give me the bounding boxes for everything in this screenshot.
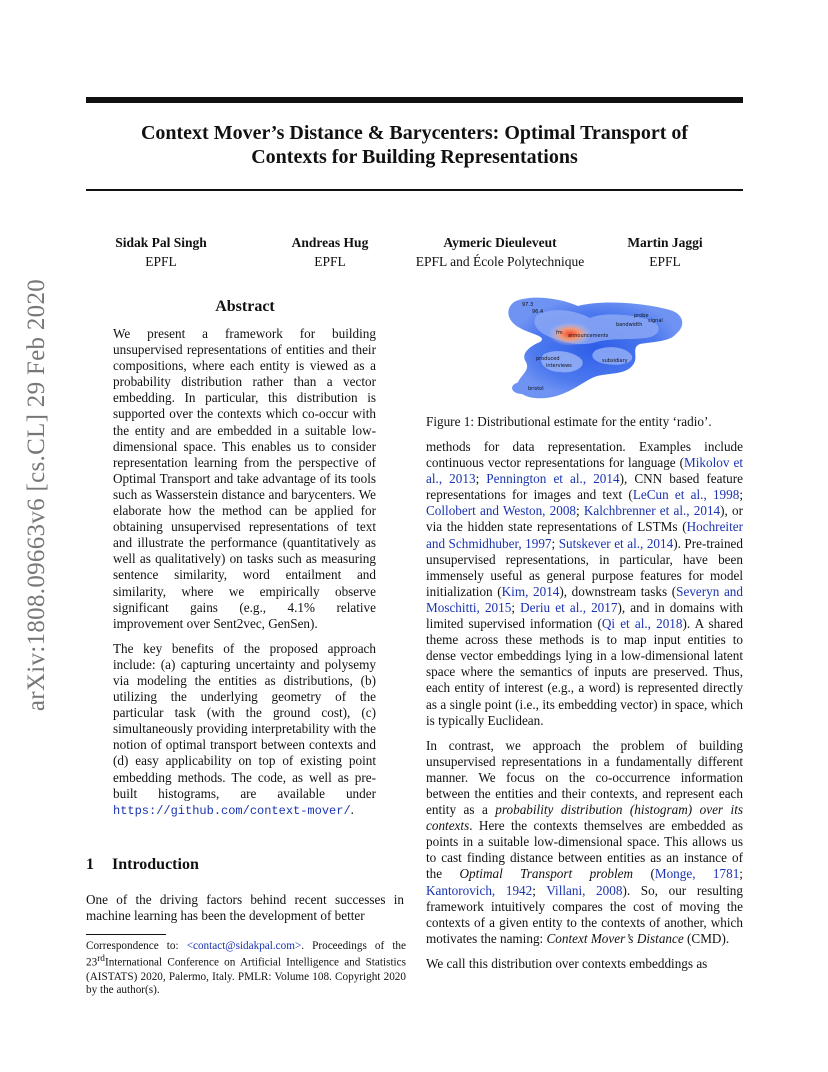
emphasized-text: Optimal Transport problem: [459, 866, 634, 882]
right-column: [426, 439, 743, 981]
citation-link[interactable]: Pennington et al., 2014: [486, 471, 620, 487]
abstract-paragraph-2-text: The key benefits of the proposed approach include: (a) capturing uncertainty and polysemy via modeling the entities as distributions, (b) utilizing the underlying geometry of the particular task (with the ground cost), (c) simultaneously providing interpretability with the notion of optimal transport between contexts and (d) easy applicability on top of existing point embedding methods. The code, as well as pre-built histograms, are available under: [113, 640, 376, 801]
footnote-mid: . Proceedings of the 23: [86, 940, 406, 970]
abstract-heading: Abstract: [215, 298, 275, 315]
author-affiliation: EPFL: [145, 254, 177, 269]
citation-link[interactable]: LeCun et al., 1998: [632, 487, 740, 503]
author-block: [255, 233, 405, 271]
code-link[interactable]: https://github.com/context-mover/: [113, 803, 351, 818]
author-name: Sidak Pal Singh: [115, 235, 207, 250]
author-block: [86, 233, 236, 271]
body-text: ;: [532, 882, 547, 898]
abstract-body: [113, 326, 376, 828]
arxiv-identifier: arXiv:1808.09663v6 [cs.CL] 29 Feb 2020: [23, 278, 50, 712]
title-line-1: Context Mover’s Distance & Barycenters: Optimal Transport of: [140, 122, 689, 144]
citation-link[interactable]: Kantorovich, 1942: [426, 882, 533, 898]
author-affiliation: EPFL: [649, 254, 681, 269]
figure-label: fm: [556, 330, 563, 336]
body-text: In contrast, we approach the problem of building unsupervised representations in a fundamentally different manner. We focus on the co-occurrence information between the entities and their contexts, and represent each entity as a: [426, 737, 743, 818]
intro-paragraph-contrast: [426, 738, 743, 947]
emphasized-text: probability distribution (histogram) over its contexts: [426, 802, 743, 834]
figure-label: announcements: [568, 333, 609, 339]
citation-link[interactable]: Mikolov et al., 2013: [426, 455, 743, 487]
citation-link[interactable]: Villani, 2008: [546, 882, 623, 898]
figure-label: bristol: [528, 386, 544, 392]
citation-link[interactable]: Qi et al., 2018: [601, 616, 683, 632]
body-text: . Here the contexts themselves are embedded as points in a suitable low-dimensional space. This allows us to cast finding distance between entities as an instance of the: [426, 818, 743, 882]
title-top-rule: [86, 97, 743, 103]
body-text: ;: [551, 535, 559, 551]
radio-distribution-figure: [500, 292, 690, 404]
title-bottom-rule: [86, 189, 743, 191]
contact-email-link[interactable]: <contact@sidakpal.com>: [186, 940, 302, 952]
intro-paragraph-continued: [426, 439, 743, 729]
body-text: ). Pre-trained unsupervised representations, in particular, have been immensely useful as general purpose features for model initialization (: [426, 535, 743, 599]
citation-link[interactable]: Deriu et al., 2017: [520, 599, 618, 615]
footnote: [86, 940, 406, 997]
body-text: ), and in domains with limited supervised information (: [426, 599, 744, 632]
body-text: ;: [739, 487, 744, 503]
footnote-pre: Correspondence to:: [86, 940, 187, 952]
intro-paragraph-histogram: We call this distribution over contexts embeddings as: [426, 955, 708, 971]
section-title: Introduction: [112, 856, 199, 873]
author-name: Aymeric Dieuleveut: [443, 235, 557, 250]
title-line-2: Contexts for Building Representations: [251, 146, 578, 168]
citation-link[interactable]: Kim, 2014: [501, 583, 560, 599]
abstract-paragraph-1: We present a framework for building unsupervised representations of entities and their compositions, where each entity is viewed as a probability distribution rather than a vector embedding. In particular, this distribution is supported over the contexts which co-occur with the entity and are embedded in a suitable low-dimensional space. This enables us to consider representation learning from the perspective of Optimal Transport and take advantage of its tools such as Wasserstein distance and barycenters. We elaborate how the method can be applied for obtaining unsupervised representations of text and illustrate the performance (quantitatively as well as qualitatively) on tasks such as measuring sentence similarity, word entailment and similarity, where we empirically observe significant gains (e.g., 4.1% relative improvement over Sent2vec, GenSen).: [113, 326, 376, 631]
author-affiliation: EPFL: [314, 254, 346, 269]
body-text: ). So, our resulting framework intuitively compares the cost of moving the contexts of a given entity to the contexts of another, which motivates the naming:: [426, 882, 743, 946]
footnote-post: International Conference on Artificial Intelligence and Statistics (AISTATS) 2020, Palermo, Italy. PMLR: Volume 108. Copyright 2020 by the author(s).: [86, 957, 406, 996]
abstract-paragraph-2-end: .: [350, 801, 354, 817]
body-text: ), or via the hidden state representations of LSTMs (: [426, 503, 743, 535]
abstract-paragraph-2: [113, 641, 376, 819]
body-text: ;: [475, 471, 487, 487]
footnote-rule: [86, 934, 166, 935]
body-text: (: [633, 866, 655, 882]
body-text: ), CNN based feature representations for images and text (: [426, 471, 743, 503]
body-text: (CMD).: [683, 930, 730, 946]
footnote-superscript: rd: [97, 954, 105, 965]
body-text: ;: [739, 866, 743, 882]
figure-label: signal: [648, 318, 663, 324]
body-text: ;: [576, 503, 584, 519]
section-heading-introduction: [86, 856, 199, 874]
figure-label: 96.4: [532, 309, 544, 315]
author-name: Andreas Hug: [291, 235, 369, 250]
emphasized-text: Context Mover’s Distance: [546, 930, 684, 946]
citation-link[interactable]: Collobert and Weston, 2008: [426, 503, 577, 519]
figure-label: produced: [536, 356, 560, 362]
figure-label: interviews: [546, 363, 572, 369]
citation-link[interactable]: Severyn and Moschitti, 2015: [426, 583, 743, 615]
body-text: methods for data representation. Examples include continuous vector representations for language (: [426, 439, 743, 471]
body-text: ). A shared theme across these methods is to map input entities to dense vector embeddings lying in a low-dimensional latent space where the semantics of inputs are preserved. Thus, each entity of interest (e.g., a word) is represented directly as a single point (i.e., its embedding vector) in space, which is typically Euclidean.: [426, 616, 743, 728]
body-text: ;: [511, 599, 521, 615]
figure-label: subsidiary: [602, 358, 628, 364]
author-affiliation: EPFL and École Polytechnique: [415, 254, 585, 269]
figure-caption: Figure 1: Distributional estimate for the entity ‘radio’.: [426, 414, 712, 429]
arxiv-side-label: [6, 278, 68, 712]
author-block: [400, 233, 600, 271]
intro-text: One of the driving factors behind recent successes in machine learning has been the development of better: [86, 892, 404, 924]
intro-paragraph: [86, 892, 404, 933]
citation-link[interactable]: Monge, 1781: [654, 866, 740, 882]
author-name: Martin Jaggi: [627, 235, 703, 250]
citation-link[interactable]: Kalchbrenner et al., 2014: [583, 503, 721, 519]
paper-title: [86, 121, 743, 169]
author-block: [595, 233, 735, 271]
figure-label: bandwidth: [616, 322, 643, 328]
citation-link[interactable]: Hochreiter and Schmidhuber, 1997: [426, 519, 743, 551]
body-text: ), downstream tasks (: [559, 583, 677, 599]
figure-label: 97.3: [522, 302, 534, 308]
section-number: 1: [86, 856, 94, 873]
citation-link[interactable]: Sutskever et al., 2014: [558, 535, 674, 551]
figure-label: probe: [634, 313, 649, 319]
